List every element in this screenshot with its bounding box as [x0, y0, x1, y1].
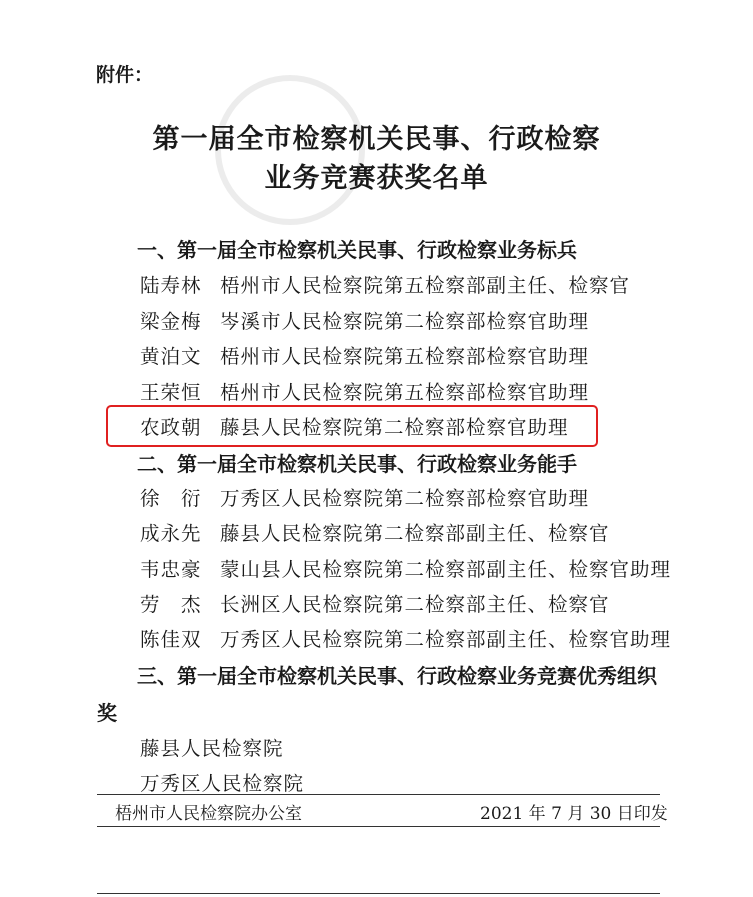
award-name: 陆寿林 — [140, 274, 202, 297]
award-title: 梧州市人民检察院第五检察部副主任、检察官 — [220, 274, 631, 297]
award-name: 徐 衍 — [140, 487, 202, 510]
list-item — [140, 554, 671, 582]
award-name: 农政朝 — [140, 416, 202, 439]
list-item — [140, 518, 610, 546]
award-title: 万秀区人民检察院第二检察部副主任、检察官助理 — [220, 628, 672, 651]
org-item: 万秀区人民检察院 — [140, 772, 305, 795]
list-item — [140, 624, 671, 652]
award-name: 成永先 — [140, 522, 202, 545]
document-title-line2: 业务竞赛获奖名单 — [264, 163, 489, 194]
section3-heading: 三、第一届全市检察机关民事、行政检察业务竞赛优秀组织 — [137, 664, 657, 688]
document-title-line1: 第一届全市检察机关民事、行政检察 — [152, 124, 601, 155]
section1-heading: 一、第一届全市检察机关民事、行政检察业务标兵 — [137, 238, 577, 262]
award-title: 藤县人民检察院第二检察部副主任、检察官 — [220, 522, 610, 545]
list-item — [140, 483, 589, 511]
award-title: 万秀区人民检察院第二检察部检察官助理 — [220, 487, 590, 510]
issuer: 梧州市人民检察院办公室 — [115, 804, 302, 824]
divider — [97, 794, 660, 795]
award-name: 黄泊文 — [140, 345, 202, 368]
award-title: 岑溪市人民检察院第二检察部检察官助理 — [220, 310, 590, 333]
section3-heading-cont: 奖 — [97, 701, 117, 725]
award-title: 蒙山县人民检察院第二检察部副主任、检察官助理 — [220, 558, 672, 581]
award-name: 劳 杰 — [140, 593, 202, 616]
list-item — [140, 270, 630, 298]
list-item — [140, 377, 589, 405]
list-item — [140, 306, 589, 334]
divider — [97, 826, 660, 827]
divider — [97, 893, 660, 894]
award-name: 梁金梅 — [140, 310, 202, 333]
attachment-label: 附件： — [96, 64, 154, 86]
award-name: 王荣恒 — [140, 381, 202, 404]
section2-heading: 二、第一届全市检察机关民事、行政检察业务能手 — [137, 452, 577, 476]
award-name: 韦忠豪 — [140, 558, 202, 581]
award-title: 梧州市人民检察院第五检察部检察官助理 — [220, 381, 590, 404]
list-item-highlighted — [140, 412, 569, 440]
list-item — [140, 341, 589, 369]
award-title: 梧州市人民检察院第五检察部检察官助理 — [220, 345, 590, 368]
org-item: 藤县人民检察院 — [140, 737, 284, 760]
award-title: 长洲区人民检察院第二检察部主任、检察官 — [220, 593, 610, 616]
award-name: 陈佳双 — [140, 628, 202, 651]
issue-date: 2021 年 7 月 30 日印发 — [480, 804, 668, 824]
award-title: 藤县人民检察院第二检察部检察官助理 — [220, 416, 569, 439]
list-item — [140, 589, 610, 617]
